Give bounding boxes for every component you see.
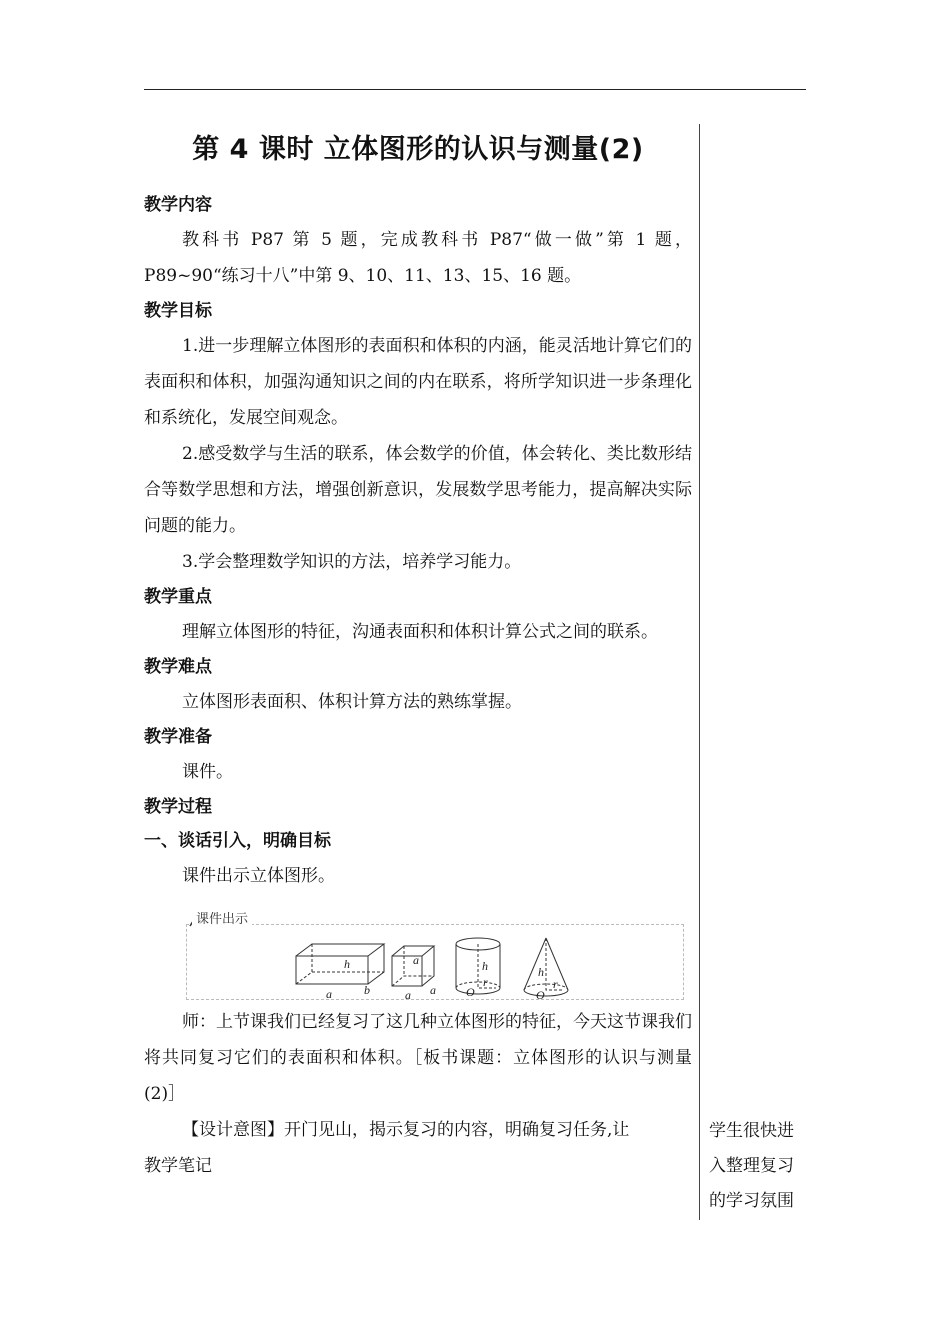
teacher-text: 师：上节课我们已经复习了这几种立体图形的特征，今天这节课我们将共同复习它们的表面积和体积。［板书课题：立体图形的认识与测量(2)］ <box>144 1012 692 1104</box>
cone-label-r: r <box>553 977 558 991</box>
cube-label-a1: a <box>413 953 419 967</box>
goals-heading: 教学目标 <box>144 301 212 321</box>
top-rule <box>144 89 806 90</box>
key-text: 理解立体图形的特征，沟通表面积和体积计算公式之间的联系。 <box>182 622 658 642</box>
cone-label-h: h <box>538 965 544 979</box>
prep-text: 课件。 <box>182 762 233 782</box>
page-title: 第 4 课时 立体图形的认识与测量(2) <box>192 134 644 165</box>
cuboid-shape <box>296 944 384 984</box>
content-heading: 教学内容 <box>144 195 212 215</box>
solid-shapes-illustration <box>186 904 684 1000</box>
cuboid-label-a: a <box>326 987 332 1000</box>
prep-heading: 教学准备 <box>144 727 212 747</box>
cuboid-label-h: h <box>344 957 350 971</box>
goal-1: 1.进一步理解立体图形的表面积和体积的内涵，能灵活地计算它们的表面积和体积，加强沟通知识之间的内在联系，将所学知识进一步条理化和系统化，发展空间观念。 <box>144 336 692 428</box>
key-heading: 教学重点 <box>144 587 212 607</box>
margin-divider <box>699 124 700 1220</box>
cylinder-label-r: r <box>483 975 488 989</box>
goal-3: 3.学会整理数学知识的方法，培养学习能力。 <box>182 552 522 572</box>
figure-tag: 课件出示 <box>192 908 252 927</box>
cone-shape <box>524 938 568 996</box>
goal-2: 2.感受数学与生活的联系，体会数学的价值，体会转化、类比数形结合等数学思想和方法，增强创新意识，发展数学思考能力，提高解决实际问题的能力。 <box>144 444 692 536</box>
cylinder-label-h: h <box>482 959 488 973</box>
side-note: 学生很快进入整理复习的学习氛围 <box>709 1121 794 1211</box>
content-text: 教科书 P87 第 5 题，完成教科书 P87“做一做”第 1 题，P89~90“练习十八”中第 9、10、11、13、15、16 题。 <box>144 230 692 286</box>
difficulty-text: 立体图形表面积、体积计算方法的熟练掌握。 <box>182 692 522 712</box>
process-heading: 教学过程 <box>144 797 212 817</box>
cylinder-shape <box>456 938 500 994</box>
notes-label: 教学笔记 <box>144 1156 212 1176</box>
step1-heading: 一、谈话引入，明确目标 <box>144 831 331 851</box>
cuboid-label-b: b <box>364 983 370 997</box>
cube-label-a2: a <box>405 988 411 1000</box>
difficulty-heading: 教学难点 <box>144 657 212 677</box>
design-intent-text: 【设计意图】开门见山，揭示复习的内容，明确复习任务,让 <box>182 1120 630 1140</box>
courseware-figure <box>186 904 684 1000</box>
main-column <box>144 130 692 1184</box>
cone-label-o: O <box>536 988 545 1000</box>
step1-text: 课件出示立体图形。 <box>182 866 335 886</box>
cylinder-label-o: O <box>466 985 475 999</box>
cube-label-a3: a <box>430 983 436 997</box>
